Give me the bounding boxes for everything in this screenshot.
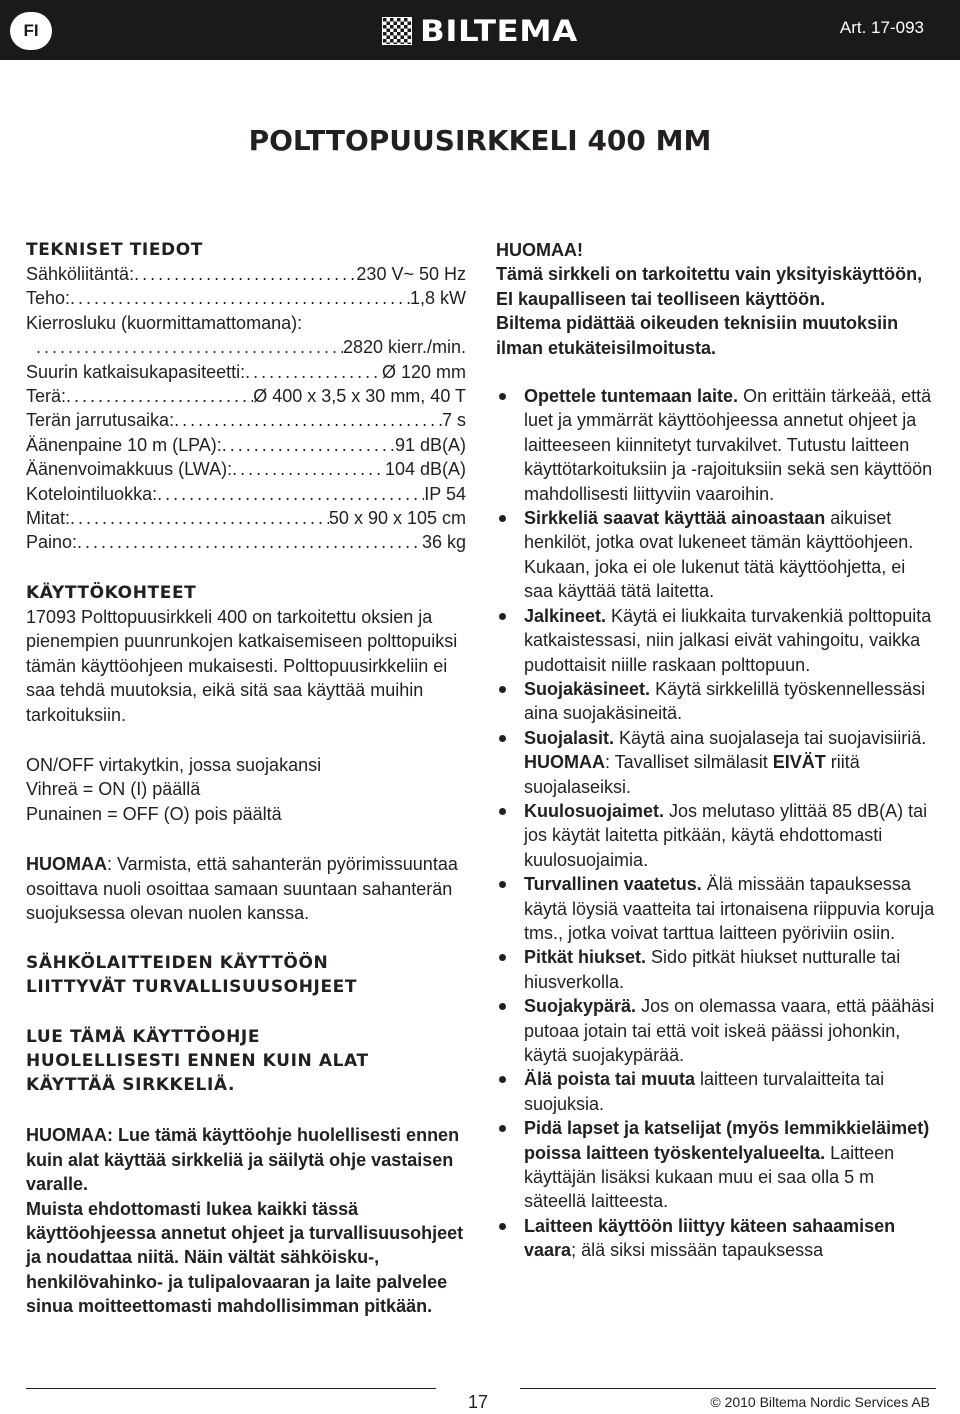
spec-value: 104 dB(A) [384, 459, 466, 480]
safety-item-keyword: Pidä lapset ja katselijat (myös lemmikkieläimet) poissa laitteen työskentelyalueelta. [524, 1118, 930, 1163]
spec-label: Mitat: [26, 508, 71, 529]
spec-list [26, 262, 466, 555]
safety-item [496, 1067, 936, 1116]
spec-label: Teho: [26, 288, 71, 309]
read-note-1 [26, 1123, 466, 1196]
spec-row [26, 360, 466, 384]
notice-private-use [496, 262, 936, 311]
header-bar [0, 0, 960, 60]
safety-item-keyword: Sirkkeliä saavat käyttää ainoastaan [524, 508, 826, 529]
safety-item-text: Jos melutaso ylittää 85 dB(A) tai jos käytät laitetta pitkään, käytä ehdottomasti kuulosuojaimia. [524, 800, 928, 870]
notice-title-text: HUOMAA! [496, 240, 583, 260]
safety-item-text: Älä missään tapauksessa käytä löysiä vaatteita tai irtonaisena riippuvia koruja tms., jotka voivat tarttua laitteen pyöriviin osiin. [524, 874, 935, 943]
safety-item [496, 506, 936, 604]
switch-line-1: ON/OFF virtakytkin, jossa suojakansi [26, 754, 322, 775]
rotation-note-label: HUOMAA [26, 854, 107, 875]
safety-item-text: : Tavalliset silmälasit [605, 752, 773, 773]
safety-item-keyword: Turvallinen vaatetus. [524, 874, 702, 895]
footer-divider-left [26, 1388, 436, 1389]
spec-leader-dots [174, 408, 442, 432]
spec-leader-dots [70, 506, 329, 530]
safety-item-keyword: HUOMAA [524, 752, 605, 773]
safety-item-text: On erittäin tärkeää, että luet ja ymmärrät käyttöohjeessa annetut ohjeet ja laitteeseen kiinnitetyt turvakilvet. Tutustu laitteen käyttötarkoituksiin ja -rajoituksiin sekä sen käyttöön mahdollisesti liittyviin vaaroihin. [524, 386, 933, 504]
spec-value: 2820 kierr./min. [342, 337, 466, 358]
footer-divider-right [520, 1388, 936, 1389]
safety-item-text: Sido pitkät hiukset nutturalle tai hiusverkolla. [524, 947, 901, 992]
spec-value: 36 kg [421, 532, 466, 553]
electrical-heading-1: SÄHKÖLAITTEIDEN KÄYTTÖÖN [26, 953, 329, 974]
read-note-2-text: Muista ehdottomasti lukea kaikki tässä käyttöohjeessa annetut ohjeet ja turvallisuusohjeet ja noudattaa niitä. Näin vältät sähköisku-, henkilövahinko- ja tulipalovaaran ja laite palvelee sinua moitteettomasti mahdollisimman pitkään. [26, 1198, 464, 1317]
switch-line-3: Punainen = OFF (O) pois päältä [26, 803, 282, 824]
spec-label: Äänenvoimakkuus (LWA): [26, 459, 233, 480]
safety-item-text: Jos on olemassa vaara, että päähäsi putoaa jotain tai että voit iskeä päässi johonkin, käytä suojakypärää. [524, 996, 935, 1065]
spec-value: IP 54 [424, 483, 466, 504]
safety-item [496, 799, 936, 872]
spec-value: Ø 120 mm [381, 361, 466, 382]
safety-item-text: ; älä siksi missään tapauksessa [571, 1240, 824, 1261]
safety-item [496, 1116, 936, 1214]
safety-item-text: Käytä aina suojalaseja tai suojavisiiriä. [614, 727, 927, 748]
spec-label: Terän jarrutusaika: [26, 410, 175, 431]
safety-item-keyword: Jalkineet. [524, 605, 607, 626]
safety-item-keyword: Suojalasit. [524, 727, 615, 748]
safety-item-keyword: Suojakäsineet. [524, 678, 651, 699]
checkered-flag-icon [382, 17, 412, 45]
safety-item-text: laitteen turvalaitteita tai suojuksia. [524, 1069, 885, 1114]
read-heading-3: KÄYTTÄÄ SIRKKELIÄ. [26, 1075, 236, 1096]
read-note-2 [26, 1197, 466, 1319]
spec-row [26, 262, 466, 286]
spec-label: Suurin katkaisukapasiteetti: [26, 361, 246, 382]
spec-leader-dots [77, 530, 422, 554]
right-column [496, 238, 936, 1263]
article-number: Art. 17-093 [839, 18, 924, 37]
spec-label: Terä: [26, 386, 67, 407]
read-note-1-text: HUOMAA: Lue tämä käyttöohje huolellisesti ennen kuin alat käyttää sirkkeliä ja säilytä ohje vastaisen varalle. [26, 1125, 460, 1195]
spec-row [26, 530, 466, 554]
switch-line-2: Vihreä = ON (I) päällä [26, 779, 201, 800]
safety-item-text: Laitteen käyttäjän lisäksi kukaan muu ei saa olla 5 m säteellä laitteesta. [524, 1142, 895, 1212]
safety-item-text: Käytä sirkkelillä työskennellessäsi aina suojakäsineitä. [524, 678, 926, 724]
spec-value: Ø 400 x 3,5 x 30 mm, 40 T [253, 386, 466, 407]
safety-item-keyword: Pitkät hiukset. [524, 947, 647, 968]
spec-value: 7 s [441, 410, 466, 431]
safety-item-keyword: Suojakypärä. [524, 996, 637, 1017]
usage-heading: KÄYTTÖKOHTEET [26, 582, 197, 603]
spec-leader-dots [232, 457, 385, 481]
read-heading-1: LUE TÄMÄ KÄYTTÖOHJE [26, 1027, 261, 1048]
spec-value: 1,8 kW [409, 288, 466, 309]
spec-leader-dots [222, 433, 395, 457]
spec-leader-dots [66, 384, 253, 408]
spec-row [26, 506, 466, 530]
left-column [26, 238, 466, 1319]
safety-list [496, 384, 936, 1263]
safety-item [496, 945, 936, 994]
spec-label: Kotelointiluokka: [26, 483, 158, 504]
safety-item [496, 726, 936, 799]
spec-leader-dots [26, 335, 343, 359]
safety-item-keyword: Laitteen käyttöön liittyy käteen sahaamisen vaara [524, 1215, 896, 1261]
electrical-heading-2: LIITTYVÄT TURVALLISUUSOHJEET [26, 977, 358, 998]
safety-item [496, 872, 936, 945]
spec-label: Sähköliitäntä: [26, 264, 135, 284]
spec-value: 91 dB(A) [394, 434, 466, 455]
safety-item-keyword: EIVÄT [772, 752, 826, 773]
spec-row [26, 335, 466, 359]
notice-changes [496, 311, 936, 360]
safety-item-text: aikuiset henkilöt, jotka ovat lukeneet tämän käyttöohjeen. Kukaan, joka ei ole lukenut tätä käyttöohjetta, ei saa käyttää tätä laitetta. [524, 508, 914, 602]
rotation-note [26, 852, 466, 925]
spec-leader-dots [70, 286, 410, 310]
spec-row [26, 384, 466, 408]
language-badge: FI [10, 12, 52, 50]
spec-row [26, 457, 466, 481]
spec-leader-dots [134, 262, 356, 286]
page-number: 17 [468, 1392, 489, 1412]
usage-text: 17093 Polttopuusirkkeli 400 on tarkoitettu oksien ja pienempien puunrunkojen katkaisemiseen polttopuiksi tämän käyttöohjeen mukaisesti. Polttopuusirkkeliin ei saa tehdä muutoksia, eikä sitä saa käyttää muihin tarkoituksiin. [26, 606, 458, 725]
copyright: © 2010 Biltema Nordic Services AB [710, 1394, 930, 1410]
spec-label: Kierrosluku (kuormittamattomana): [26, 312, 303, 333]
safety-item [496, 384, 936, 506]
spec-row [26, 408, 466, 432]
spec-value: 230 V~ 50 Hz [356, 264, 466, 284]
spec-row [26, 311, 466, 335]
safety-item-keyword: Kuulosuojaimet. [524, 800, 665, 821]
read-heading-2: HUOLELLISESTI ENNEN KUIN ALAT [26, 1051, 369, 1072]
notice-private-use-text: Tämä sirkkeli on tarkoitettu vain yksityiskäyttöön, EI kaupalliseen tai teolliseen käyttöön. [496, 264, 923, 309]
safety-item [496, 604, 936, 677]
spec-row [26, 433, 466, 457]
brand-name: BILTEMA [420, 14, 578, 48]
spec-leader-dots [245, 360, 382, 384]
safety-item [496, 1214, 936, 1263]
safety-item [496, 677, 936, 726]
safety-item-text: riitä suojalaseiksi. [524, 752, 860, 797]
safety-item-keyword: Älä poista tai muuta [524, 1069, 696, 1090]
safety-item-keyword: Opettele tuntemaan laite. [524, 386, 739, 407]
spec-label: Äänenpaine 10 m (LPA): [26, 434, 222, 455]
safety-item-text: Käytä ei liukkaita turvakenkiä polttopuita katkaistessasi, niin jalkasi eivät vahingoitu, vaikka pudottaisit niille raskaan polttopuun. [524, 605, 932, 675]
spec-value: 50 x 90 x 105 cm [328, 508, 466, 529]
biltema-logo [382, 14, 578, 48]
spec-row [26, 286, 466, 310]
notice-changes-text: Biltema pidättää oikeuden teknisiin muutoksiin ilman etukäteisilmoitusta. [496, 313, 899, 358]
spec-leader-dots [157, 482, 424, 506]
safety-item [496, 994, 936, 1067]
specs-heading: TEKNISET TIEDOT [26, 240, 203, 260]
spec-row [26, 482, 466, 506]
notice-title [496, 238, 936, 262]
document-title: POLTTOPUUSIRKKELI 400 MM [248, 124, 712, 157]
spec-label: Paino: [26, 532, 78, 553]
rotation-note-text: : Varmista, että sahanterän pyörimissuuntaa osoittava nuoli osoittaa samaan suuntaan sahanterän suojuksessa olevan nuolen kanssa. [26, 854, 458, 923]
